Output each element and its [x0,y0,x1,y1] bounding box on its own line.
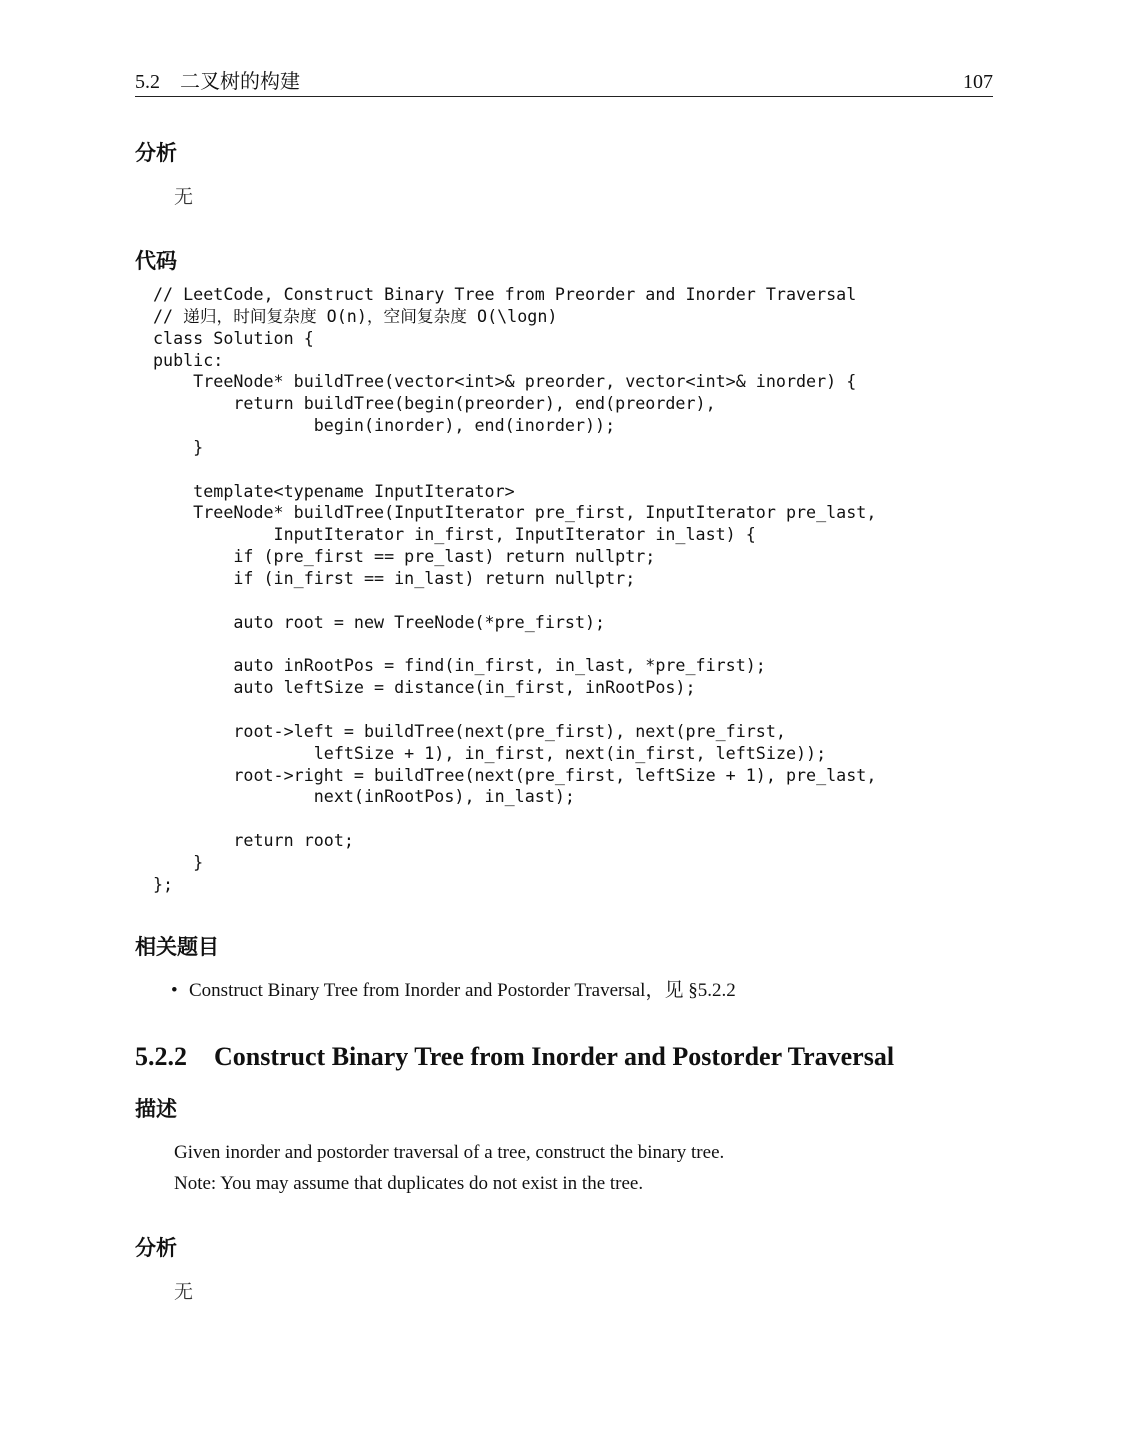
code-line: return buildTree(begin(preorder), end(preorder), [153,393,716,414]
code-line: TreeNode* buildTree(vector<int>& preorder, vector<int>& inorder) { [153,371,857,392]
description-paragraph: Given inorder and postorder traversal of a tree, construct the binary tree. [174,1142,725,1163]
code-heading: 代码 [135,249,177,273]
code-line [153,459,876,481]
analysis-heading: 分析 [135,141,177,165]
related-problem-text: Construct Binary Tree from Inorder and Postorder Traversal，见 §5.2.2 [189,980,736,1001]
analysis-body: 无 [174,186,194,208]
code-line: InputIterator in_first, InputIterator in_last) { [153,524,756,545]
code-line: leftSize + 1), in_first, next(in_first, leftSize)); [153,742,827,763]
description-heading: 描述 [135,1097,177,1121]
code-line: begin(inorder), end(inorder)); [153,415,616,436]
running-section-title: 5.2 二叉树的构建 [135,71,300,93]
page-header [135,70,993,97]
code-line: auto root = new TreeNode(*pre_first); [153,611,606,632]
code-line: } [153,436,204,457]
code-line: }; [153,873,174,894]
related-problem-item [171,979,736,1003]
page-number: 107 [963,71,993,93]
subsection-number: 5.2.2 [135,1042,187,1071]
code-line: public: [153,349,224,370]
code-line: template<typename InputIterator> [153,480,515,501]
code-line: // 递归，时间复杂度 O(n)，空间复杂度 O(\logn) [153,305,558,326]
subsection-title-text: Construct Binary Tree from Inorder and Postorder Traversal [214,1042,895,1071]
code-line: TreeNode* buildTree(InputIterator pre_first, InputIterator pre_last, [153,502,877,523]
code-line: root->right = buildTree(next(pre_first, leftSize + 1), pre_last, [153,764,877,785]
related-problems-heading: 相关题目 [135,935,219,959]
code-line: auto inRootPos = find(in_first, in_last, *pre_first); [153,655,766,676]
code-line: } [153,851,204,872]
code-line: root->left = buildTree(next(pre_first), next(pre_first, [153,720,786,741]
code-line: // LeetCode, Construct Binary Tree from Preorder and Inorder Traversal [153,284,857,304]
code-line: class Solution { [153,327,314,348]
code-line [153,808,876,830]
code-line [153,590,876,612]
code-line [153,634,876,656]
analysis-heading-2: 分析 [135,1236,177,1260]
code-line: auto leftSize = distance(in_first, inRootPos); [153,677,696,698]
code-line: next(inRootPos), in_last); [153,786,575,807]
bullet-marker: • [171,980,178,1001]
subsection-title [135,1041,894,1073]
code-line: if (pre_first == pre_last) return nullptr; [153,546,656,567]
code-line: return root; [153,830,354,851]
code-line [153,699,876,721]
description-note: Note: You may assume that duplicates do not exist in the tree. [174,1173,644,1194]
analysis-body-2: 无 [174,1281,194,1303]
code-block [153,284,876,896]
code-line: if (in_first == in_last) return nullptr; [153,567,636,588]
